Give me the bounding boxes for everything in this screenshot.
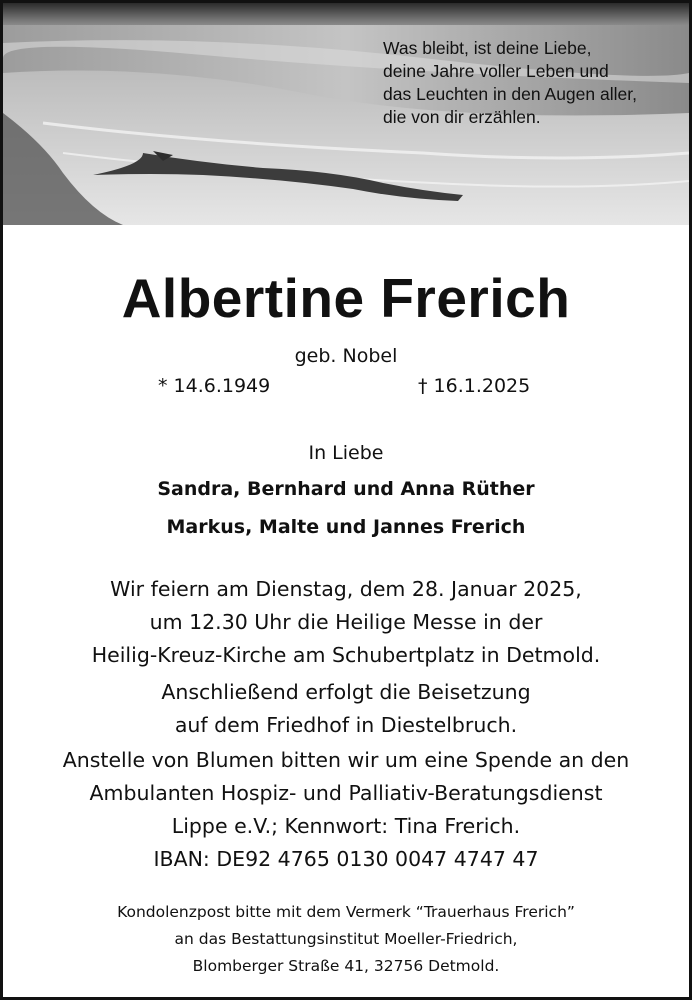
memorial-quote	[383, 37, 683, 129]
life-dates	[3, 373, 689, 401]
donation-request	[3, 744, 689, 876]
donation-line: Lippe e.V.; Kennwort: Tina Frerich.	[171, 814, 521, 838]
birth-date: * 14.6.1949	[158, 375, 271, 397]
mass-line: Heilig-Kreuz-Kirche am Schubertplatz in Detmold.	[91, 643, 601, 667]
burial-line: auf dem Friedhof in Diestelbruch.	[174, 713, 518, 737]
condolence-line: an das Bestattungsinstitut Moeller-Friedrich,	[174, 930, 518, 948]
burial-line: Anschließend erfolgt die Beisetzung	[161, 680, 531, 704]
deceased-name: Albertine Frerich	[121, 267, 571, 329]
mourners-intro: In Liebe	[308, 442, 384, 464]
condolence-line: Blomberger Straße 41, 32756 Detmold.	[192, 957, 500, 975]
quote-line: Was bleibt, ist deine Liebe,	[383, 38, 592, 58]
mass-announcement	[3, 573, 689, 672]
maiden-name: geb. Nobel	[294, 345, 398, 367]
death-date: † 16.1.2025	[418, 375, 531, 397]
condolence-line: Kondolenzpost bitte mit dem Vermerk “Trauerhaus Frerich”	[117, 903, 575, 921]
mass-line: um 12.30 Uhr die Heilige Messe in der	[149, 610, 543, 634]
quote-line: die von dir erzählen.	[383, 107, 541, 127]
donation-line: Anstelle von Blumen bitten wir um eine Spende an den	[62, 748, 630, 772]
quote-line: deine Jahre voller Leben und	[383, 61, 609, 81]
condolence-note	[3, 899, 689, 980]
donation-line: IBAN: DE92 4765 0130 0047 4747 47	[153, 847, 539, 871]
burial-announcement	[3, 676, 689, 742]
donation-line: Ambulanten Hospiz- und Palliativ-Beratungsdienst	[89, 781, 603, 805]
quote-line: das Leuchten in den Augen aller,	[383, 84, 637, 104]
mass-line: Wir feiern am Dienstag, dem 28. Januar 2025,	[110, 577, 582, 601]
mourners-line: Sandra, Bernhard und Anna Rüther	[157, 478, 535, 500]
beach-driftwood-photo	[3, 3, 689, 225]
mourners-line: Markus, Malte und Jannes Frerich	[166, 516, 526, 538]
